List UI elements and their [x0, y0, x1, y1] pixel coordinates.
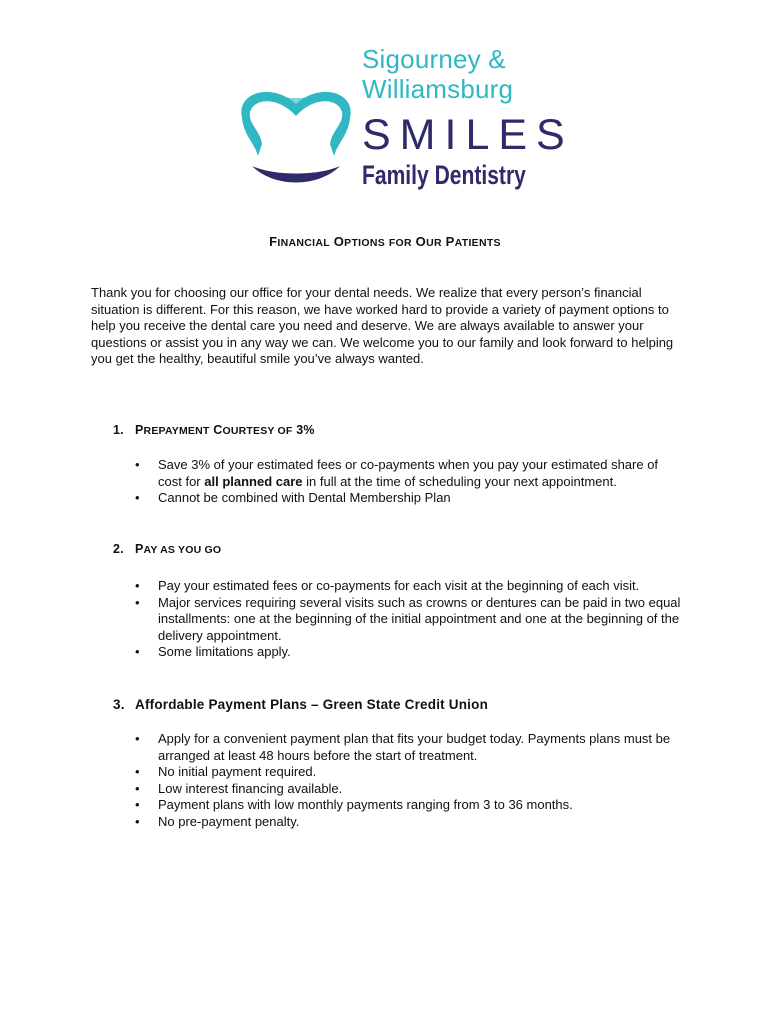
tooth-smile-icon: [234, 82, 360, 192]
section-3-heading: 3. Affordable Payment Plans – Green State Credit Union: [113, 697, 489, 712]
list-item: • Save 3% of your estimated fees or co-payments when you pay your estimated share of cost for all planned care in full at the time of scheduling your next appointment.: [135, 457, 683, 490]
logo-line-smiles: SMILES: [362, 111, 574, 159]
section-1-list: [135, 457, 683, 507]
section-2-heading: 2. PAY AS YOU GO: [113, 542, 222, 556]
list-item: • Low interest financing available.: [135, 781, 683, 798]
list-item: • Payment plans with low monthly payments ranging from 3 to 36 months.: [135, 797, 683, 814]
logo-line-sigourney: Sigourney &: [362, 44, 506, 74]
list-item: • Some limitations apply.: [135, 644, 683, 661]
list-item: • No pre-payment penalty.: [135, 814, 683, 831]
list-item: • Major services requiring several visits such as crowns or dentures can be paid in two equal installments: one at the beginning of the initial appointment and one at the beginning of the delivery appointment.: [135, 595, 683, 645]
list-item: • Apply for a convenient payment plan that fits your budget today. Payments plans must be arranged at least 48 hours before the start of treatment.: [135, 731, 683, 764]
list-item: • Cannot be combined with Dental Membership Plan: [135, 490, 683, 507]
intro-paragraph: Thank you for choosing our office for your dental needs. We realize that every person’s financial situation is different. For this reason, we have worked hard to provide a variety of payment options to help you receive the dental care you need and deserve. We are always available to answer your questions or assist you in any way we can. We welcome you to our family and look forward to helping you get the healthy, beautiful smile you’ve always wanted.: [91, 285, 674, 366]
list-item: • Pay your estimated fees or co-payments for each visit at the beginning of each visit.: [135, 578, 683, 595]
list-item: • No initial payment required.: [135, 764, 683, 781]
section-1-heading: 1. PREPAYMENT COURTESY OF 3%: [113, 423, 315, 437]
section-2-list: [135, 578, 683, 661]
logo-line-williamsburg: Williamsburg: [362, 74, 514, 104]
document-title: FINANCIAL OPTIONS FOR OUR PATIENTS: [269, 234, 501, 249]
section-3-list: [135, 731, 683, 830]
logo-line-family-dentistry: Family Dentistry: [362, 160, 526, 190]
practice-logo: [234, 44, 574, 204]
